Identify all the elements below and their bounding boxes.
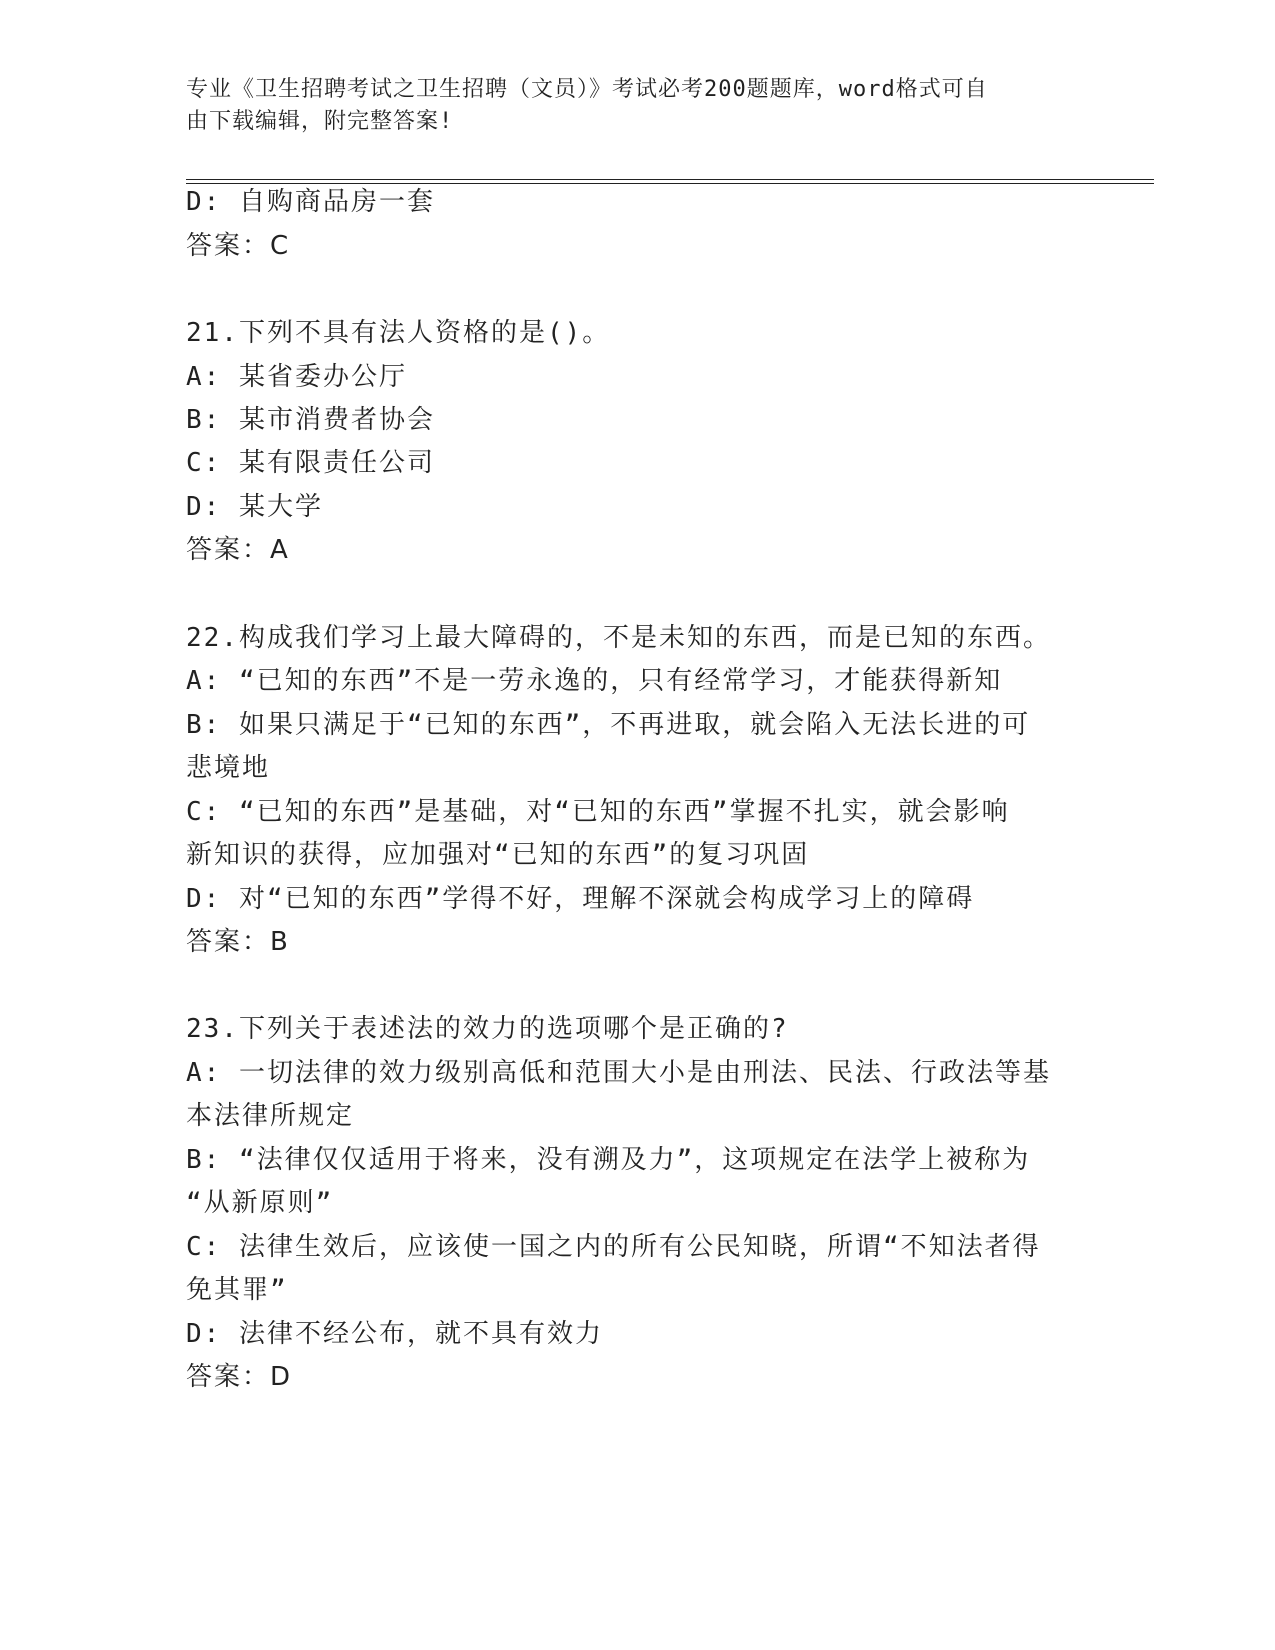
- document-header: [186, 74, 1066, 138]
- question-23-stem: 23.下列关于表述法的效力的选项哪个是正确的?: [186, 1014, 789, 1044]
- question-22-option-b-cont: 悲境地: [186, 753, 271, 783]
- question-23-option-b: B: “法律仅仅适用于将来，没有溯及力”，这项规定在法学上被称为: [186, 1145, 1031, 1175]
- question-23-option-a: A: 一切法律的效力级别高低和范围大小是由刑法、民法、行政法等基: [186, 1058, 1051, 1088]
- question-22-stem: 22.构成我们学习上最大障碍的，不是未知的东西，而是已知的东西。: [186, 623, 1051, 653]
- header-line-2: 由下载编辑，附完整答案!: [186, 109, 454, 134]
- question-21-answer: 答案：A: [186, 535, 290, 565]
- question-21-stem: 21.下列不具有法人资格的是()。: [186, 318, 611, 348]
- question-23-option-b-cont: “从新原则”: [186, 1188, 334, 1218]
- question-21-option-d: D: 某大学: [186, 492, 323, 522]
- question-23-option-c: C: 法律生效后，应该使一国之内的所有公民知晓，所谓“不知法者得: [186, 1232, 1041, 1262]
- question-21-option-c: C: 某有限责任公司: [186, 448, 435, 478]
- question-22-option-c: C: “已知的东西”是基础，对“已知的东西”掌握不扎实，就会影响: [186, 797, 1010, 827]
- question-22-option-d: D: 对“已知的东西”学得不好，理解不深就会构成学习上的障碍: [186, 884, 975, 914]
- option-d: D: 自购商品房一套: [186, 187, 435, 217]
- question-22-answer: 答案：B: [186, 927, 290, 957]
- question-23-option-d: D: 法律不经公布，就不具有效力: [186, 1319, 603, 1349]
- answer-line: 答案：C: [186, 231, 291, 261]
- question-21-option-b: B: 某市消费者协会: [186, 405, 435, 435]
- question-21-option-a: A: 某省委办公厅: [186, 362, 407, 392]
- question-22-option-b: B: 如果只满足于“已知的东西”，不再进取，就会陷入无法长进的可: [186, 710, 1031, 740]
- question-23-answer: 答案：D: [186, 1362, 293, 1392]
- question-22-option-c-cont: 新知识的获得，应加强对“已知的东西”的复习巩固: [186, 840, 810, 870]
- question-23-option-c-cont: 免其罪”: [186, 1275, 288, 1305]
- header-line-1: 专业《卫生招聘考试之卫生招聘（文员）》考试必考200题题库，word格式可自: [186, 77, 988, 102]
- question-23-option-a-cont: 本法律所规定: [186, 1101, 355, 1131]
- question-22-option-a: A: “已知的东西”不是一劳永逸的，只有经常学习，才能获得新知: [186, 666, 1003, 696]
